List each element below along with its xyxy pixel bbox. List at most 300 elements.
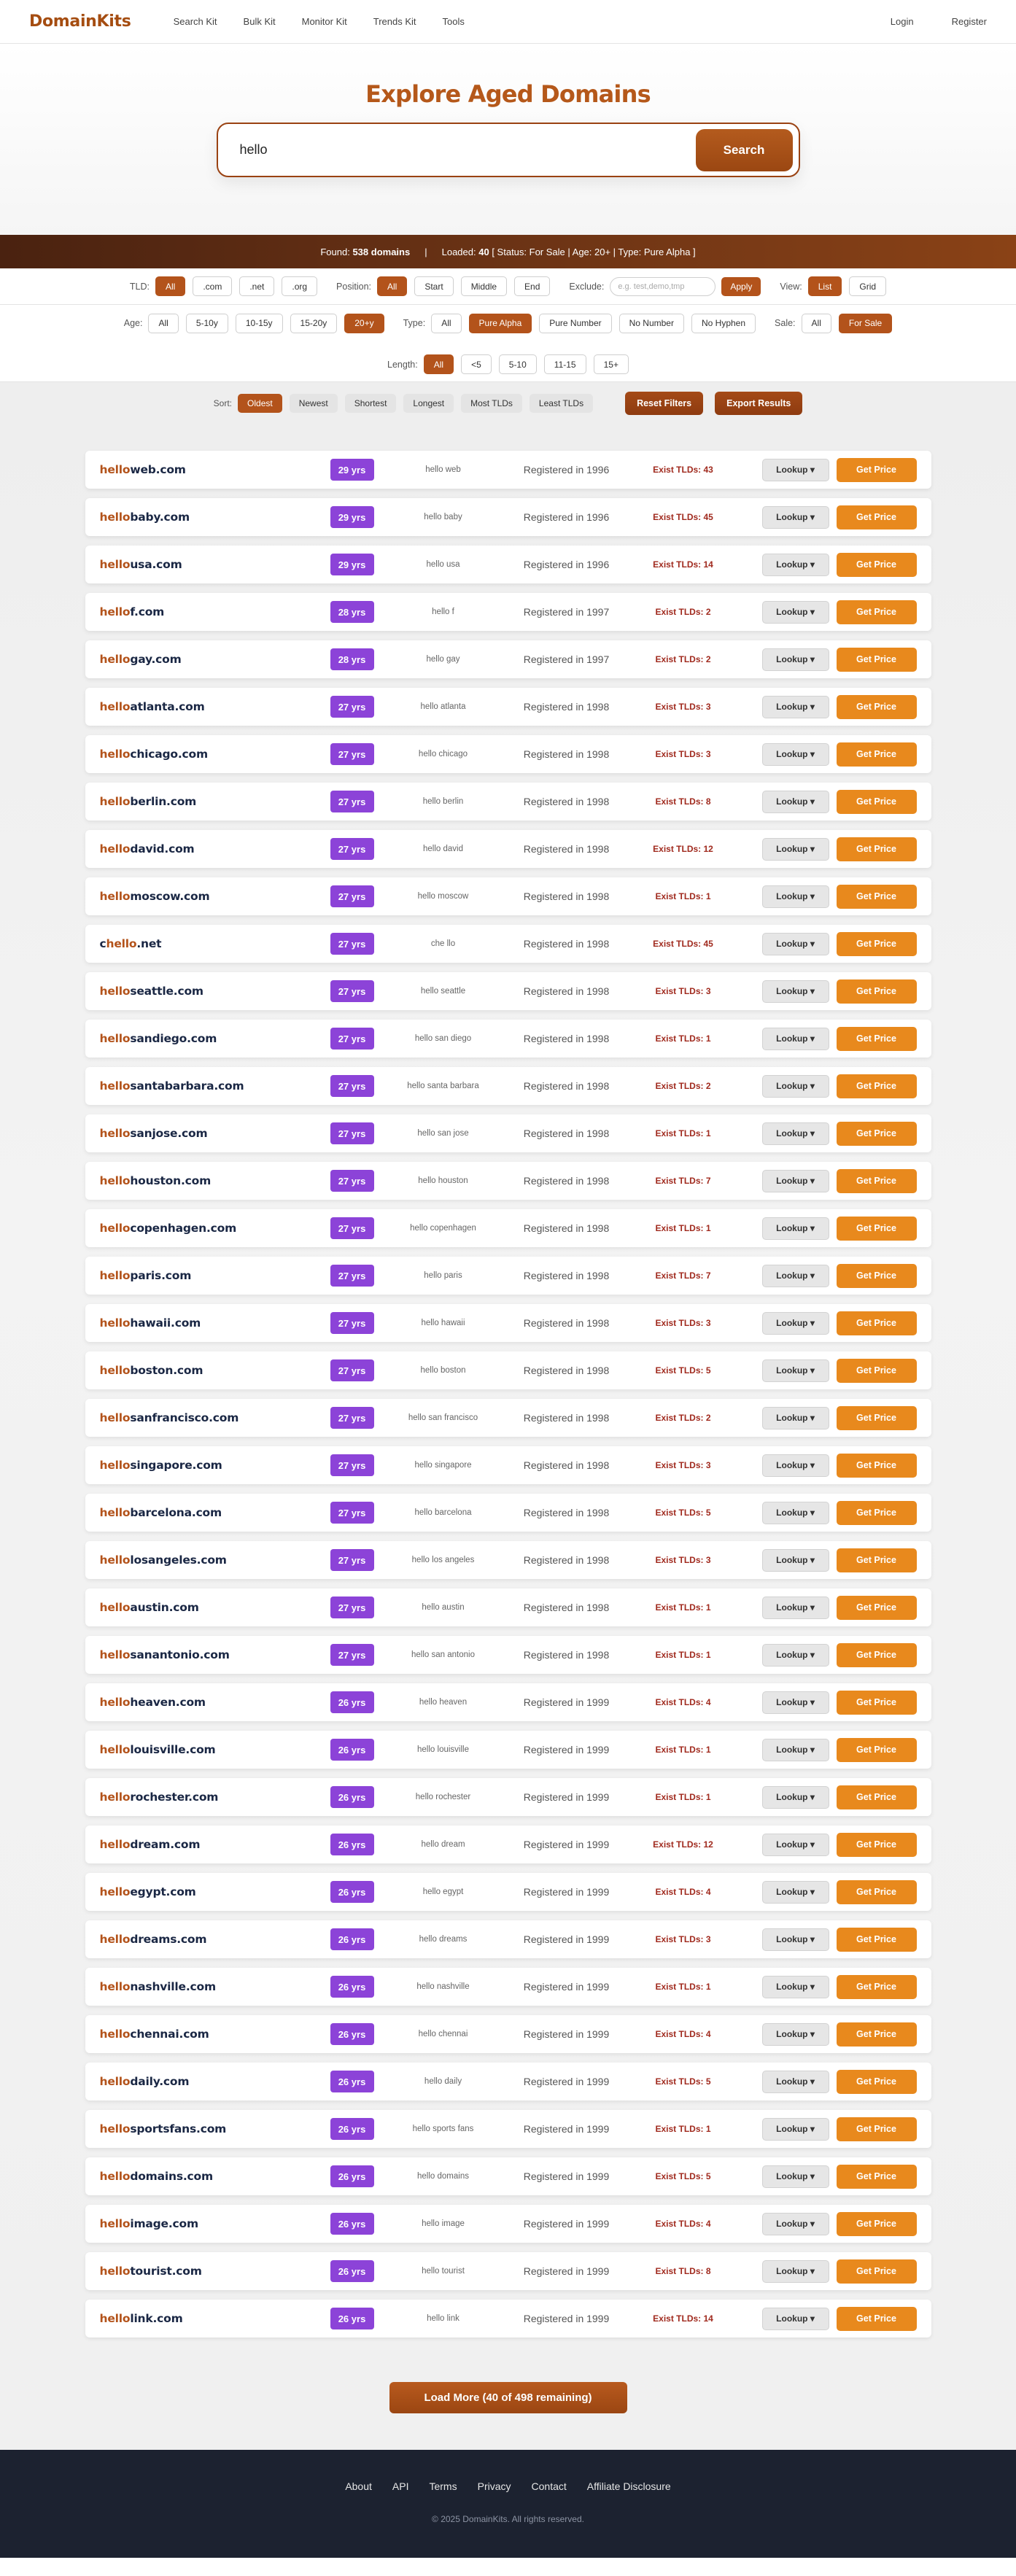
word-split: hello seattle: [420, 987, 466, 996]
get-price-button[interactable]: Get Price: [837, 2259, 917, 2284]
age-badge: 27 yrs: [330, 743, 374, 765]
get-price-button[interactable]: Get Price: [837, 695, 917, 719]
domain-row: [85, 451, 931, 489]
footer-link-contact[interactable]: Contact: [531, 2480, 567, 2492]
domain-name[interactable]: [100, 1980, 330, 1993]
domain-name[interactable]: [100, 653, 330, 666]
domain-remainder: image.com: [130, 2217, 198, 2230]
age-chip-5-10[interactable]: 5-10y: [186, 314, 228, 333]
export-results-button[interactable]: Export Results: [715, 392, 802, 415]
lookup-dropdown-button[interactable]: Lookup ▾: [762, 2213, 829, 2235]
age-badge: 27 yrs: [330, 1549, 374, 1571]
get-price-button[interactable]: Get Price: [837, 1880, 917, 1904]
domain-remainder: tourist.com: [130, 2265, 202, 2278]
domain-row: [85, 1304, 931, 1342]
domain-row: [85, 546, 931, 583]
lookup-dropdown-button[interactable]: Lookup ▾: [762, 1928, 829, 1951]
domain-name[interactable]: [100, 1553, 330, 1567]
nav-link-search-kit[interactable]: Search Kit: [173, 16, 217, 27]
get-price-button[interactable]: Get Price: [837, 2070, 917, 2094]
registered-year: Registered in 1998: [523, 701, 610, 713]
exist-tlds: Exist TLDs: 1: [655, 1745, 711, 1755]
footer-link-privacy[interactable]: Privacy: [477, 2480, 511, 2492]
domain-name[interactable]: [100, 1885, 330, 1898]
get-price-button[interactable]: Get Price: [837, 932, 917, 956]
nav-link-trends-kit[interactable]: Trends Kit: [373, 16, 416, 27]
exclude-label: Exclude:: [569, 281, 605, 292]
registered-year: Registered in 1998: [523, 748, 610, 760]
sort-longest[interactable]: Longest: [403, 394, 454, 413]
nav-link-monitor-kit[interactable]: Monitor Kit: [301, 16, 347, 27]
word-split: hello moscow: [417, 892, 469, 901]
get-price-button[interactable]: Get Price: [837, 505, 917, 529]
exist-tlds: Exist TLDs: 5: [655, 1508, 711, 1518]
sort-least-tlds[interactable]: Least TLDs: [530, 394, 593, 413]
exist-tlds: Exist TLDs: 3: [655, 1934, 711, 1944]
age-badge: 28 yrs: [330, 648, 374, 670]
lookup-dropdown-button[interactable]: Lookup ▾: [762, 743, 829, 766]
lookup-dropdown-button[interactable]: Lookup ▾: [762, 1549, 829, 1572]
domain-name[interactable]: [100, 1269, 330, 1282]
type-chip-no-hyphen[interactable]: No Hyphen: [691, 314, 756, 333]
domain-name[interactable]: [100, 1743, 330, 1756]
exist-tlds: Exist TLDs: 7: [655, 1176, 711, 1186]
lookup-dropdown-button[interactable]: Lookup ▾: [762, 1075, 829, 1098]
domain-keyword: hello: [99, 2170, 131, 2183]
domain-keyword: hello: [99, 1459, 131, 1472]
get-price-button[interactable]: Get Price: [837, 1027, 917, 1051]
registered-year: Registered in 1999: [523, 2170, 610, 2182]
lookup-dropdown-button[interactable]: Lookup ▾: [762, 980, 829, 1003]
domain-keyword: hello: [99, 2122, 131, 2135]
domain-name[interactable]: [100, 890, 330, 903]
apply-button[interactable]: Apply: [721, 277, 761, 296]
domain-name[interactable]: [100, 842, 330, 856]
registered-year: Registered in 1999: [523, 1933, 610, 1945]
type-chip-no-number[interactable]: No Number: [619, 314, 684, 333]
domain-name[interactable]: [100, 2265, 330, 2278]
position-chip-start[interactable]: Start: [414, 276, 453, 296]
tld-chip-org[interactable]: .org: [282, 276, 317, 296]
domain-name[interactable]: [100, 463, 330, 476]
top-nav: [0, 0, 1016, 44]
get-price-button[interactable]: Get Price: [837, 2165, 917, 2189]
domain-name[interactable]: [100, 985, 330, 998]
domain-row: [85, 2063, 931, 2100]
domain-row: [85, 1446, 931, 1484]
footer-link-terms[interactable]: Terms: [429, 2480, 457, 2492]
exist-tlds: Exist TLDs: 8: [655, 2266, 711, 2276]
exist-tlds: Exist TLDs: 3: [655, 1555, 711, 1565]
lookup-dropdown-button[interactable]: Lookup ▾: [762, 601, 829, 624]
domain-remainder: louisville.com: [130, 1743, 216, 1756]
lookup-dropdown-button[interactable]: Lookup ▾: [762, 1028, 829, 1050]
get-price-button[interactable]: Get Price: [837, 2212, 917, 2236]
sort-most-tlds[interactable]: Most TLDs: [461, 394, 522, 413]
domain-row: [85, 1399, 931, 1437]
domain-keyword: hello: [99, 1648, 131, 1661]
domain-name[interactable]: [100, 1696, 330, 1709]
footer-link-api[interactable]: API: [392, 2480, 409, 2492]
domain-name[interactable]: [100, 1648, 330, 1661]
get-price-button[interactable]: Get Price: [837, 1169, 917, 1193]
lookup-dropdown-button[interactable]: Lookup ▾: [762, 2118, 829, 2141]
domain-name[interactable]: [100, 748, 330, 761]
length-chip-11-15[interactable]: 11-15: [544, 354, 586, 374]
exist-tlds: Exist TLDs: 3: [655, 1460, 711, 1470]
domain-name[interactable]: [100, 2122, 330, 2135]
type-chip-all[interactable]: All: [431, 314, 461, 333]
type-chip-pure-number[interactable]: Pure Number: [539, 314, 611, 333]
lookup-dropdown-button[interactable]: Lookup ▾: [762, 2071, 829, 2093]
age-badge: 26 yrs: [330, 1834, 374, 1855]
register-link[interactable]: Register: [951, 16, 987, 27]
page-title: Explore Aged Domains: [365, 80, 651, 108]
get-price-button[interactable]: Get Price: [837, 1928, 917, 1952]
domain-name[interactable]: [100, 1506, 330, 1519]
domain-row: [85, 1257, 931, 1295]
logo[interactable]: DomainKits: [29, 12, 131, 31]
lookup-dropdown-button[interactable]: Lookup ▾: [762, 696, 829, 718]
length-chip-15-plus[interactable]: 15+: [594, 354, 629, 374]
domain-remainder: usa.com: [130, 558, 182, 571]
exist-tlds: Exist TLDs: 1: [655, 1982, 711, 1992]
domain-name[interactable]: [100, 2075, 330, 2088]
domain-row: [85, 830, 931, 868]
exist-tlds: Exist TLDs: 2: [655, 654, 711, 664]
domain-name[interactable]: [100, 1032, 330, 1045]
login-link[interactable]: Login: [890, 16, 914, 27]
get-price-button[interactable]: Get Price: [837, 1548, 917, 1572]
lookup-dropdown-button[interactable]: Lookup ▾: [762, 791, 829, 813]
domain-row: [85, 925, 931, 963]
age-badge: 27 yrs: [330, 1359, 374, 1381]
word-split: hello egypt: [422, 1888, 464, 1896]
domain-row: [85, 1351, 931, 1389]
domain-remainder: daily.com: [130, 2075, 190, 2088]
exist-tlds: Exist TLDs: 4: [655, 2219, 711, 2229]
domain-keyword: hello: [99, 1079, 131, 1093]
domain-remainder: heaven.com: [130, 1696, 206, 1709]
lookup-dropdown-button[interactable]: Lookup ▾: [762, 1834, 829, 1856]
found-label: Found:: [320, 246, 350, 257]
copyright: © 2025 DomainKits. All rights reserved.: [432, 2514, 584, 2524]
get-price-button[interactable]: Get Price: [837, 1311, 917, 1335]
domain-name[interactable]: [100, 1174, 330, 1187]
nav-link-tools[interactable]: Tools: [442, 16, 465, 27]
domain-name[interactable]: [100, 1364, 330, 1377]
tld-chip-com[interactable]: .com: [193, 276, 232, 296]
word-split: hello hawaii: [421, 1319, 465, 1327]
lookup-dropdown-button[interactable]: Lookup ▾: [762, 838, 829, 861]
get-price-button[interactable]: Get Price: [837, 790, 917, 814]
domain-keyword: hello: [99, 1791, 131, 1804]
registered-year: Registered in 1998: [523, 1649, 610, 1661]
get-price-button[interactable]: Get Price: [837, 458, 917, 482]
age-badge: 27 yrs: [330, 1265, 374, 1287]
lookup-dropdown-button[interactable]: Lookup ▾: [762, 933, 829, 955]
domain-name[interactable]: [100, 1127, 330, 1140]
word-split: hello san antonio: [411, 1650, 475, 1659]
lookup-dropdown-button[interactable]: Lookup ▾: [762, 1359, 829, 1382]
domain-keyword: hello: [99, 700, 131, 713]
footer: [0, 2450, 1016, 2558]
lookup-dropdown-button[interactable]: Lookup ▾: [762, 1217, 829, 1240]
age-badge: 27 yrs: [330, 1075, 374, 1097]
registered-year: Registered in 1996: [523, 511, 610, 523]
word-split: hello rochester: [415, 1793, 471, 1801]
get-price-button[interactable]: Get Price: [837, 1738, 917, 1762]
tld-chip-net[interactable]: .net: [239, 276, 274, 296]
registered-year: Registered in 1998: [523, 1080, 610, 1092]
view-chip-grid[interactable]: Grid: [849, 276, 886, 296]
lookup-dropdown-button[interactable]: Lookup ▾: [762, 1644, 829, 1667]
length-chip-lt5[interactable]: <5: [461, 354, 492, 374]
get-price-button[interactable]: Get Price: [837, 2117, 917, 2141]
exist-tlds: Exist TLDs: 2: [655, 607, 711, 617]
load-more-area: [0, 2382, 1016, 2413]
lookup-dropdown-button[interactable]: Lookup ▾: [762, 2023, 829, 2046]
domain-keyword: hello: [99, 653, 131, 666]
age-label: Age:: [123, 318, 143, 328]
domain-name[interactable]: [100, 1838, 330, 1851]
age-badge: 27 yrs: [330, 1644, 374, 1666]
domain-remainder: dream.com: [130, 1838, 201, 1851]
domain-name[interactable]: [100, 2217, 330, 2230]
auth-links: [853, 16, 987, 27]
sort-oldest[interactable]: Oldest: [238, 394, 282, 413]
get-price-button[interactable]: Get Price: [837, 885, 917, 909]
domain-name[interactable]: [100, 700, 330, 713]
word-split: hello f: [432, 608, 454, 616]
domain-remainder: david.com: [130, 842, 195, 856]
age-chip-15-20[interactable]: 15-20y: [290, 314, 338, 333]
registered-year: Registered in 1998: [523, 1459, 610, 1471]
filter-row-1: [0, 268, 1016, 305]
get-price-button[interactable]: Get Price: [837, 1596, 917, 1620]
domain-name[interactable]: [100, 605, 330, 618]
registered-year: Registered in 1998: [523, 1554, 610, 1566]
exclude-input[interactable]: [610, 277, 716, 296]
load-more-button[interactable]: Load More (40 of 498 remaining): [389, 2382, 627, 2413]
age-badge: 27 yrs: [330, 1122, 374, 1144]
age-chip-all[interactable]: All: [148, 314, 178, 333]
lookup-dropdown-button[interactable]: Lookup ▾: [762, 1786, 829, 1809]
domain-remainder: sanjose.com: [130, 1127, 208, 1140]
registered-year: Registered in 1998: [523, 1128, 610, 1139]
lookup-dropdown-button[interactable]: Lookup ▾: [762, 2308, 829, 2330]
get-price-button[interactable]: Get Price: [837, 1406, 917, 1430]
word-split: hello singapore: [414, 1461, 472, 1470]
get-price-button[interactable]: Get Price: [837, 600, 917, 624]
word-split: hello copenhagen: [410, 1224, 476, 1233]
domain-name[interactable]: [100, 1791, 330, 1804]
position-chip-middle[interactable]: Middle: [461, 276, 507, 296]
sale-chip-all[interactable]: All: [802, 314, 831, 333]
get-price-button[interactable]: Get Price: [837, 1122, 917, 1146]
search-input[interactable]: [240, 142, 696, 158]
domain-keyword: hello: [99, 1032, 131, 1045]
get-price-button[interactable]: Get Price: [837, 2022, 917, 2047]
domain-row: [85, 1541, 931, 1579]
word-split: hello dreams: [419, 1935, 468, 1944]
domain-keyword: hello: [99, 2265, 131, 2278]
position-chip-end[interactable]: End: [514, 276, 550, 296]
registered-year: Registered in 1999: [523, 1886, 610, 1898]
registered-year: Registered in 1998: [523, 985, 610, 997]
view-chip-list[interactable]: List: [808, 276, 842, 296]
domain-name[interactable]: [100, 1933, 330, 1946]
search-button[interactable]: Search: [696, 129, 793, 171]
get-price-button[interactable]: Get Price: [837, 1217, 917, 1241]
exist-tlds: Exist TLDs: 5: [655, 1365, 711, 1376]
domain-name[interactable]: [100, 2170, 330, 2183]
view-label: View:: [780, 281, 802, 292]
age-badge: 26 yrs: [330, 2118, 374, 2140]
age-badge: 27 yrs: [330, 1312, 374, 1334]
domain-keyword: hello: [99, 1411, 131, 1424]
lookup-dropdown-button[interactable]: Lookup ▾: [762, 1502, 829, 1524]
sort-bar: [0, 382, 1016, 424]
domain-row: [85, 1636, 931, 1674]
footer-links: [335, 2480, 680, 2492]
get-price-button[interactable]: Get Price: [837, 979, 917, 1004]
domain-keyword: hello: [99, 1553, 131, 1567]
lookup-dropdown-button[interactable]: Lookup ▾: [762, 2260, 829, 2283]
type-chip-pure-alpha[interactable]: Pure Alpha: [469, 314, 532, 333]
get-price-button[interactable]: Get Price: [837, 553, 917, 577]
domain-remainder: egypt.com: [130, 1885, 196, 1898]
lookup-dropdown-button[interactable]: Lookup ▾: [762, 2165, 829, 2188]
lookup-dropdown-button[interactable]: Lookup ▾: [762, 1881, 829, 1904]
domain-name[interactable]: [100, 1459, 330, 1472]
get-price-button[interactable]: Get Price: [837, 1785, 917, 1809]
lookup-dropdown-button[interactable]: Lookup ▾: [762, 1597, 829, 1619]
get-price-button[interactable]: Get Price: [837, 742, 917, 767]
domain-keyword: hello: [99, 558, 131, 571]
registered-year: Registered in 1998: [523, 843, 610, 855]
sort-newest[interactable]: Newest: [290, 394, 338, 413]
domain-name[interactable]: [100, 1411, 330, 1424]
get-price-button[interactable]: Get Price: [837, 1501, 917, 1525]
domain-remainder: sanantonio.com: [130, 1648, 230, 1661]
domain-name[interactable]: [100, 1222, 330, 1235]
exist-tlds: Exist TLDs: 12: [653, 1839, 713, 1850]
get-price-button[interactable]: Get Price: [837, 1833, 917, 1857]
lookup-dropdown-button[interactable]: Lookup ▾: [762, 1407, 829, 1429]
get-price-button[interactable]: Get Price: [837, 837, 917, 861]
footer-link-affiliate-disclosure[interactable]: Affiliate Disclosure: [586, 2480, 671, 2492]
get-price-button[interactable]: Get Price: [837, 1975, 917, 1999]
domain-name[interactable]: [100, 1079, 330, 1093]
reset-filters-button[interactable]: Reset Filters: [625, 392, 703, 415]
domain-remainder: dreams.com: [130, 1933, 207, 1946]
get-price-button[interactable]: Get Price: [837, 1074, 917, 1098]
lookup-dropdown-button[interactable]: Lookup ▾: [762, 506, 829, 529]
exist-tlds: Exist TLDs: 2: [655, 1413, 711, 1423]
lookup-dropdown-button[interactable]: Lookup ▾: [762, 648, 829, 671]
sale-chip-for-sale[interactable]: For Sale: [839, 314, 892, 333]
domain-remainder: domains.com: [130, 2170, 213, 2183]
age-badge: 26 yrs: [330, 1976, 374, 1998]
type-filter: [403, 314, 756, 333]
lookup-dropdown-button[interactable]: Lookup ▾: [762, 1454, 829, 1477]
get-price-button[interactable]: Get Price: [837, 1643, 917, 1667]
get-price-button[interactable]: Get Price: [837, 1359, 917, 1383]
lookup-dropdown-button[interactable]: Lookup ▾: [762, 885, 829, 908]
get-price-button[interactable]: Get Price: [837, 1454, 917, 1478]
domain-row: [85, 1209, 931, 1247]
lookup-dropdown-button[interactable]: Lookup ▾: [762, 1976, 829, 1998]
age-badge: 28 yrs: [330, 601, 374, 623]
age-badge: 27 yrs: [330, 885, 374, 907]
get-price-button[interactable]: Get Price: [837, 2307, 917, 2331]
domain-keyword: hello: [99, 1743, 131, 1756]
domain-name[interactable]: [100, 558, 330, 571]
age-badge: 26 yrs: [330, 2308, 374, 2329]
domain-keyword: hello: [99, 463, 131, 476]
domain-name[interactable]: [100, 2028, 330, 2041]
lookup-dropdown-button[interactable]: Lookup ▾: [762, 1739, 829, 1761]
footer-link-about[interactable]: About: [345, 2480, 372, 2492]
lookup-dropdown-button[interactable]: Lookup ▾: [762, 1122, 829, 1145]
nav-link-bulk-kit[interactable]: Bulk Kit: [243, 16, 276, 27]
domain-name[interactable]: [100, 1316, 330, 1330]
type-label: Type:: [403, 318, 426, 328]
exist-tlds: Exist TLDs: 45: [653, 939, 713, 949]
domain-name[interactable]: [100, 511, 330, 524]
domain-keyword: hello: [99, 890, 131, 903]
age-badge: 26 yrs: [330, 2165, 374, 2187]
domain-row: [85, 735, 931, 773]
length-label: Length:: [387, 359, 418, 370]
exist-tlds: Exist TLDs: 1: [655, 2124, 711, 2134]
exist-tlds: Exist TLDs: 1: [655, 1602, 711, 1613]
age-chip-20-plus[interactable]: 20+y: [344, 314, 384, 333]
position-chip-all[interactable]: All: [377, 276, 407, 296]
lookup-dropdown-button[interactable]: Lookup ▾: [762, 1312, 829, 1335]
get-price-button[interactable]: Get Price: [837, 1264, 917, 1288]
lookup-dropdown-button[interactable]: Lookup ▾: [762, 459, 829, 481]
lookup-dropdown-button[interactable]: Lookup ▾: [762, 1265, 829, 1287]
domain-keyword: hello: [99, 795, 131, 808]
domain-name[interactable]: [100, 937, 330, 950]
age-chip-10-15[interactable]: 10-15y: [236, 314, 283, 333]
length-chip-all[interactable]: All: [424, 354, 454, 374]
domain-name[interactable]: [100, 2312, 330, 2325]
lookup-dropdown-button[interactable]: Lookup ▾: [762, 1170, 829, 1192]
exclude-filter: [569, 277, 761, 296]
word-split: hello san jose: [417, 1129, 469, 1138]
tld-chip-all[interactable]: All: [155, 276, 185, 296]
domain-row: [85, 640, 931, 678]
domain-keyword: hello: [99, 1980, 131, 1993]
sort-shortest[interactable]: Shortest: [345, 394, 397, 413]
age-badge: 27 yrs: [330, 696, 374, 718]
domain-keyword: hello: [99, 1506, 131, 1519]
lookup-dropdown-button[interactable]: Lookup ▾: [762, 554, 829, 576]
lookup-dropdown-button[interactable]: Lookup ▾: [762, 1691, 829, 1714]
get-price-button[interactable]: Get Price: [837, 648, 917, 672]
domain-name[interactable]: [100, 1601, 330, 1614]
exist-tlds: Exist TLDs: 1: [655, 1223, 711, 1233]
age-badge: 27 yrs: [330, 1502, 374, 1524]
domain-remainder: chicago.com: [130, 748, 208, 761]
registered-year: Registered in 1998: [523, 891, 610, 902]
domain-name[interactable]: [100, 795, 330, 808]
length-chip-5-10[interactable]: 5-10: [499, 354, 537, 374]
get-price-button[interactable]: Get Price: [837, 1691, 917, 1715]
